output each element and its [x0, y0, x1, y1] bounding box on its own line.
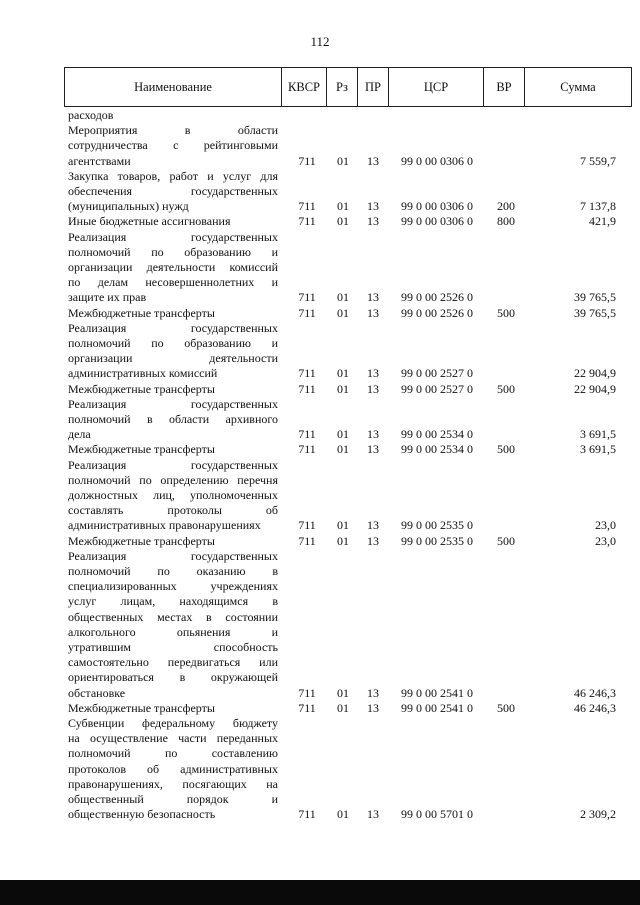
- cell-sum: 7 559,7: [580, 153, 616, 168]
- row-name-line: общественных местах в состоянии: [68, 609, 278, 624]
- row-name-line: самостоятельно передвигаться или: [68, 655, 278, 670]
- cell-kvsr: 711: [298, 305, 316, 320]
- row-name: [68, 169, 278, 215]
- row-name-line: Реализация государственных: [68, 229, 278, 244]
- header-kvsr: КВСР: [288, 80, 320, 94]
- cell-sum: 2 309,2: [580, 807, 616, 822]
- cell-rz: 01: [337, 685, 349, 700]
- row-name: [68, 214, 278, 229]
- cell-csr: 99 0 00 2526 0: [401, 290, 473, 305]
- row-name-line: ориентироваться в окружающей: [68, 670, 278, 685]
- cell-pr: 13: [367, 153, 379, 168]
- cell-csr: 99 0 00 2527 0: [401, 366, 473, 381]
- cell-kvsr: 711: [298, 442, 316, 457]
- cell-kvsr: 711: [298, 685, 316, 700]
- cell-rz: 01: [337, 290, 349, 305]
- cell-pr: 13: [367, 518, 379, 533]
- row-name: [68, 716, 278, 822]
- row-name-line: специализированных учреждениях: [68, 579, 278, 594]
- row-name-line: (муниципальных) нужд: [68, 199, 189, 214]
- cell-vr: 500: [497, 533, 515, 548]
- row-name-line: полномочий по определению перечня: [68, 472, 278, 487]
- cell-kvsr: 711: [298, 427, 316, 442]
- cell-kvsr: 711: [298, 533, 316, 548]
- cell-sum: 3 691,5: [580, 427, 616, 442]
- cell-csr: 99 0 00 0306 0: [401, 214, 473, 229]
- cell-rz: 01: [337, 700, 349, 715]
- row-name-line: Мероприятия в области: [68, 123, 278, 138]
- cell-rz: 01: [337, 427, 349, 442]
- cell-kvsr: 711: [298, 366, 316, 381]
- cell-pr: 13: [367, 807, 379, 822]
- cell-pr: 13: [367, 700, 379, 715]
- row-name-line: по делам несовершеннолетних и: [68, 275, 278, 290]
- row-name-line: Закупка товаров, работ и услуг для: [68, 168, 278, 183]
- row-name-line: Межбюджетные трансферты: [68, 442, 215, 457]
- cell-sum: 46 246,3: [574, 685, 616, 700]
- cell-kvsr: 711: [298, 518, 316, 533]
- cell-sum: 46 246,3: [574, 700, 616, 715]
- row-name-line: организации деятельности: [68, 351, 278, 366]
- row-name-line: общественную безопасность: [68, 807, 216, 822]
- cell-pr: 13: [367, 685, 379, 700]
- cell-sum: 39 765,5: [574, 305, 616, 320]
- row-name-line: утратившим способность: [68, 640, 278, 655]
- row-name-line: протоколов об административных: [68, 761, 278, 776]
- cell-vr: 200: [497, 199, 515, 214]
- row-name: [68, 549, 278, 701]
- row-name-line: административных правонарушениях: [68, 518, 261, 533]
- cell-rz: 01: [337, 442, 349, 457]
- header-pr: ПР: [365, 80, 381, 94]
- row-name-line: должностных лиц, уполномоченных: [68, 488, 278, 502]
- row-name-line: полномочий по образованию и: [68, 244, 278, 259]
- header-sum: Сумма: [560, 80, 596, 94]
- header-vr: ВР: [496, 80, 512, 94]
- cell-vr: 800: [497, 214, 515, 229]
- row-name-line: общественный порядок и: [68, 792, 278, 807]
- cell-csr: 99 0 00 2526 0: [401, 305, 473, 320]
- cell-kvsr: 711: [298, 290, 316, 305]
- row-name-line: алкогольного опьянения и: [68, 624, 278, 639]
- cell-rz: 01: [337, 199, 349, 214]
- cell-csr: 99 0 00 2535 0: [401, 533, 473, 548]
- cell-csr: 99 0 00 0306 0: [401, 153, 473, 168]
- row-name: [68, 321, 278, 382]
- row-name-line: Межбюджетные трансферты: [68, 381, 215, 396]
- cell-csr: 99 0 00 2534 0: [401, 442, 473, 457]
- cell-rz: 01: [337, 305, 349, 320]
- row-name: [68, 123, 278, 169]
- cell-pr: 13: [367, 305, 379, 320]
- row-name: [68, 442, 278, 457]
- cell-rz: 01: [337, 533, 349, 548]
- row-name-line: сотрудничества с рейтинговыми: [68, 138, 278, 153]
- row-name: [68, 534, 278, 549]
- row-name-line: административных комиссий: [68, 366, 218, 381]
- cell-csr: 99 0 00 2541 0: [401, 685, 473, 700]
- cell-csr: 99 0 00 2535 0: [401, 518, 473, 533]
- row-name-line: обеспечения государственных: [68, 184, 278, 198]
- cell-pr: 13: [367, 199, 379, 214]
- row-name: [68, 397, 278, 443]
- row-name: [68, 382, 278, 397]
- cell-rz: 01: [337, 807, 349, 822]
- row-name: [68, 230, 278, 306]
- cell-pr: 13: [367, 290, 379, 305]
- cell-vr: 500: [497, 381, 515, 396]
- cell-sum: 7 137,8: [580, 199, 616, 214]
- cell-csr: 99 0 00 2541 0: [401, 700, 473, 715]
- row-name-line: Реализация государственных: [68, 396, 278, 411]
- cell-pr: 13: [367, 427, 379, 442]
- row-name-line: полномочий по оказанию в: [68, 564, 278, 578]
- row-name: [68, 108, 278, 123]
- row-name-line: полномочий по образованию и: [68, 336, 278, 350]
- row-name-line: обстановке: [68, 685, 126, 700]
- cell-kvsr: 711: [298, 199, 316, 214]
- cell-kvsr: 711: [298, 381, 316, 396]
- header-csr: ЦСР: [423, 80, 449, 94]
- cell-kvsr: 711: [298, 214, 316, 229]
- cell-csr: 99 0 00 2534 0: [401, 427, 473, 442]
- cell-rz: 01: [337, 366, 349, 381]
- cell-sum: 22 904,9: [574, 381, 616, 396]
- header-rz: Рз: [336, 80, 348, 94]
- row-name-line: Реализация государственных: [68, 548, 278, 563]
- cell-rz: 01: [337, 214, 349, 229]
- cell-pr: 13: [367, 366, 379, 381]
- cell-sum: 39 765,5: [574, 290, 616, 305]
- row-name-line: Реализация государственных: [68, 457, 278, 472]
- cell-vr: 500: [497, 442, 515, 457]
- row-name-line: Межбюджетные трансферты: [68, 305, 215, 320]
- header-name: Наименование: [134, 80, 212, 94]
- row-name-line: Субвенции федеральному бюджету: [68, 716, 278, 730]
- cell-pr: 13: [367, 381, 379, 396]
- row-name-line: агентствами: [68, 153, 131, 168]
- cell-rz: 01: [337, 381, 349, 396]
- row-name-line: расходов: [68, 108, 114, 122]
- cell-pr: 13: [367, 442, 379, 457]
- row-name-line: Межбюджетные трансферты: [68, 533, 215, 548]
- cell-sum: 421,9: [589, 214, 616, 229]
- row-name-line: Межбюджетные трансферты: [68, 700, 215, 715]
- page-number: 112: [310, 34, 330, 49]
- cell-rz: 01: [337, 153, 349, 168]
- cell-vr: 500: [497, 305, 515, 320]
- cell-pr: 13: [367, 533, 379, 548]
- cell-vr: 500: [497, 700, 515, 715]
- row-name-line: полномочий в области архивного: [68, 412, 278, 426]
- scan-edge-bar: [0, 880, 640, 905]
- row-name-line: Реализация государственных: [68, 320, 278, 335]
- row-name-line: правонарушениях, посягающих на: [68, 776, 278, 791]
- row-name-line: защите их прав: [68, 290, 147, 305]
- cell-kvsr: 711: [298, 807, 316, 822]
- cell-pr: 13: [367, 214, 379, 229]
- cell-sum: 23,0: [595, 533, 616, 548]
- cell-kvsr: 711: [298, 700, 316, 715]
- cell-sum: 3 691,5: [580, 442, 616, 457]
- cell-csr: 99 0 00 0306 0: [401, 199, 473, 214]
- row-name: [68, 306, 278, 321]
- cell-sum: 22 904,9: [574, 366, 616, 381]
- cell-kvsr: 711: [298, 153, 316, 168]
- cell-rz: 01: [337, 518, 349, 533]
- row-name-line: организации деятельности комиссий: [68, 260, 278, 274]
- row-name: [68, 458, 278, 534]
- row-name: [68, 701, 278, 716]
- cell-csr: 99 0 00 5701 0: [401, 807, 473, 822]
- row-name-line: дела: [68, 427, 91, 442]
- cell-sum: 23,0: [595, 518, 616, 533]
- row-name-line: составлять протоколы об: [68, 503, 278, 518]
- row-name-line: полномочий по составлению: [68, 746, 278, 761]
- row-name-line: услуг лицам, находящимся в: [68, 594, 278, 609]
- row-name-line: Иные бюджетные ассигнования: [68, 214, 231, 229]
- row-name-line: на осуществление части переданных: [68, 731, 278, 746]
- cell-csr: 99 0 00 2527 0: [401, 381, 473, 396]
